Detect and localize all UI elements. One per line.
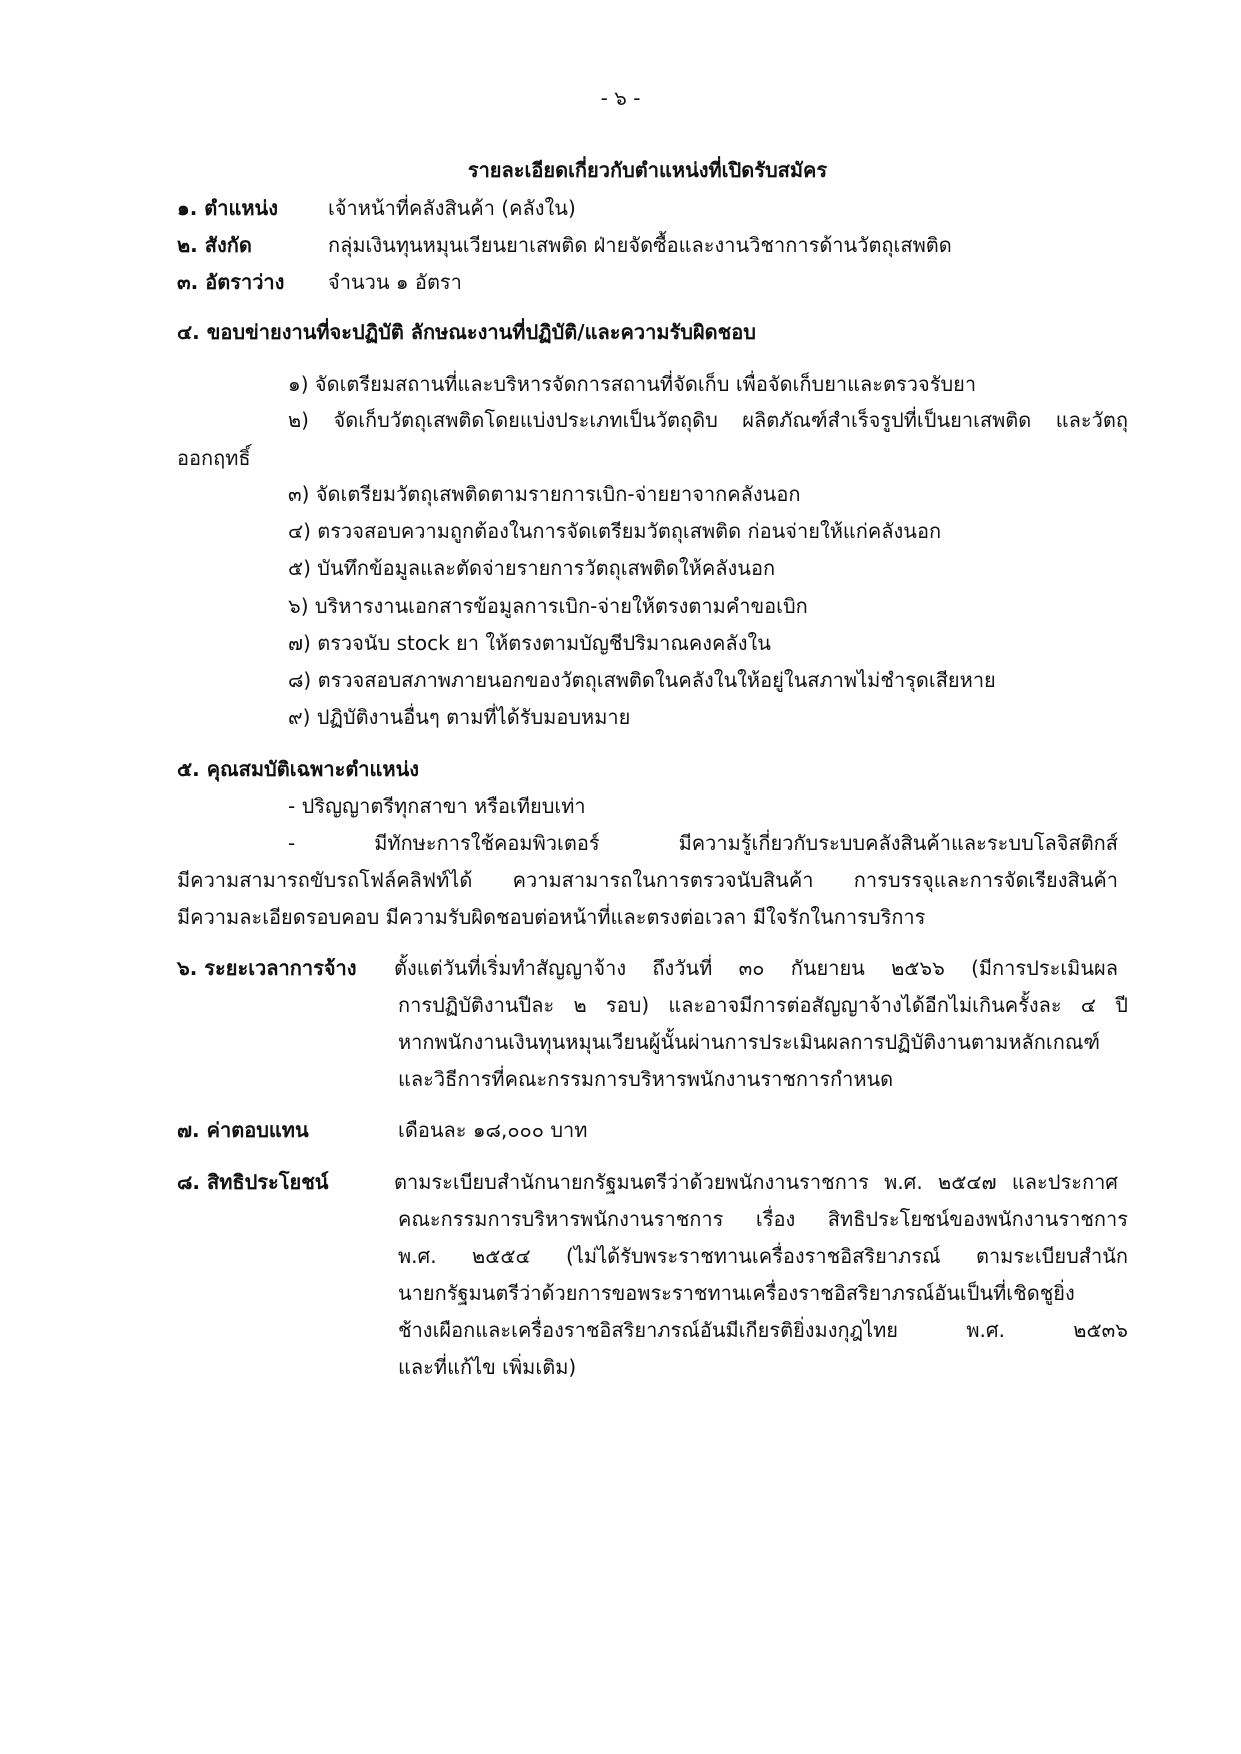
vacancy-label: ๓. อัตราว่าง	[177, 270, 285, 294]
compensation-label: ๗. ค่าตอบแทน	[177, 1118, 309, 1142]
section5-heading: ๕. คุณสมบัติเฉพาะตำแหน่ง	[177, 757, 420, 781]
duty-item: ๑) จัดเตรียมสถานที่และบริหารจัดการสถานที่จัดเก็บ เพื่อจัดเก็บยาและตรวจรับยา	[288, 372, 977, 396]
duty-item: ๘) ตรวจสอบสภาพภายนอกของวัตถุเสพติดในคลังในให้อยู่ในสภาพไม่ชำรุดเสียหาย	[288, 668, 996, 692]
qualification-line: มีความละเอียดรอบคอบ มีความรับผิดชอบต่อหน้าที่และตรงต่อเวลา มีใจรักในการบริการ	[177, 905, 926, 929]
qualification-line: มีความสามารถขับรถโฟล์คลิฟท์ได้ ความสามารถในการตรวจนับสินค้า การบรรจุและการจัดเรียงสินค้า	[177, 868, 1118, 892]
duty-item: ๗) ตรวจนับ stock ยา ให้ตรงตามบัญชีปริมาณคงคลังใน	[288, 631, 771, 655]
vacancy-value: จำนวน ๑ อัตรา	[328, 270, 462, 294]
benefits-line: พ.ศ. ๒๕๕๔ (ไม่ได้รับพระราชทานเครื่องราชอิสริยาภรณ์ ตามระเบียบสำนัก	[398, 1244, 1128, 1268]
employment-period-line: การปฏิบัติงานปีละ ๒ รอบ) และอาจมีการต่อสัญญาจ้างได้อีกไม่เกินครั้งละ ๔ ปี	[398, 993, 1128, 1017]
duty-item: ๕) บันทึกข้อมูลและตัดจ่ายรายการวัตถุเสพติดให้คลังนอก	[288, 556, 776, 580]
employment-period-label: ๖. ระยะเวลาการจ้าง	[177, 956, 357, 980]
benefits-line: คณะกรรมการบริหารพนักงานราชการ เรื่อง สิทธิประโยชน์ของพนักงานราชการ	[398, 1207, 1128, 1231]
qualification-line: - ปริญญาตรีทุกสาขา หรือเทียบเท่า	[288, 794, 586, 818]
department-value: กลุ่มเงินทุนหมุนเวียนยาเสพติด ฝ่ายจัดซื้อและงานวิชาการด้านวัตถุเสพติด	[328, 233, 952, 257]
employment-period-line: ตั้งแต่วันที่เริ่มทำสัญญาจ้าง ถึงวันที่ ๓๐ กันยายน ๒๕๖๖ (มีการประเมินผล	[394, 956, 1118, 980]
duty-item: ๓) จัดเตรียมวัตถุเสพติดตามรายการเบิก-จ่ายยาจากคลังนอก	[288, 482, 801, 506]
benefits-line: และที่แก้ไข เพิ่มเติม)	[398, 1355, 577, 1379]
benefits-label: ๘. สิทธิประโยชน์	[177, 1170, 329, 1194]
department-label: ๒. สังกัด	[177, 233, 252, 257]
duty-item: ๙) ปฏิบัติงานอื่นๆ ตามที่ได้รับมอบหมาย	[288, 705, 631, 729]
duty-item: ๔) ตรวจสอบความถูกต้องในการจัดเตรียมวัตถุเสพติด ก่อนจ่ายให้แก่คลังนอก	[288, 519, 942, 543]
position-value: เจ้าหน้าที่คลังสินค้า (คลังใน)	[328, 196, 576, 220]
benefits-line: ช้างเผือกและเครื่องราชอิสริยาภรณ์อันมีเกียรติยิ่งมงกุฎไทย พ.ศ. ๒๕๓๖	[398, 1318, 1128, 1342]
position-label: ๑. ตำแหน่ง	[177, 196, 278, 220]
duty-item: ๖) บริหารงานเอกสารข้อมูลการเบิก-จ่ายให้ตรงตามคำขอเบิก	[288, 594, 808, 618]
qualification-line: - มีทักษะการใช้คอมพิวเตอร์ มีความรู้เกี่ยวกับระบบคลังสินค้าและระบบโลจิสติกส์	[288, 831, 1118, 855]
section4-heading: ๔. ขอบข่ายงานที่จะปฏิบัติ ลักษณะงานที่ปฏิบัติ/และความรับผิดชอบ	[177, 320, 756, 344]
document-title: รายละเอียดเกี่ยวกับตำแหน่งที่เปิดรับสมัคร	[467, 158, 828, 182]
benefits-line: ตามระเบียบสำนักนายกรัฐมนตรีว่าด้วยพนักงานราชการ พ.ศ. ๒๕๔๗ และประกาศ	[394, 1170, 1118, 1194]
compensation-value: เดือนละ ๑๘,๐๐๐ บาท	[398, 1118, 588, 1142]
benefits-line: นายกรัฐมนตรีว่าด้วยการขอพระราชทานเครื่องราชอิสริยาภรณ์อันเป็นที่เชิดชูยิ่ง	[398, 1281, 1075, 1305]
duty-item: ๒) จัดเก็บวัตถุเสพติดโดยแบ่งประเภทเป็นวัตถุดิบ ผลิตภัณฑ์สำเร็จรูปที่เป็นยาเสพติด และวัตถุ	[288, 408, 1128, 432]
duty-item-continuation: ออกฤทธิ์	[177, 446, 251, 470]
employment-period-line: และวิธีการที่คณะกรรมการบริหารพนักงานราชการกำหนด	[398, 1067, 894, 1091]
page-number: - ๖ -	[600, 86, 641, 110]
employment-period-line: หากพนักงานเงินทุนหมุนเวียนผู้นั้นผ่านการประเมินผลการปฏิบัติงานตามหลักเกณฑ์	[398, 1030, 1101, 1054]
